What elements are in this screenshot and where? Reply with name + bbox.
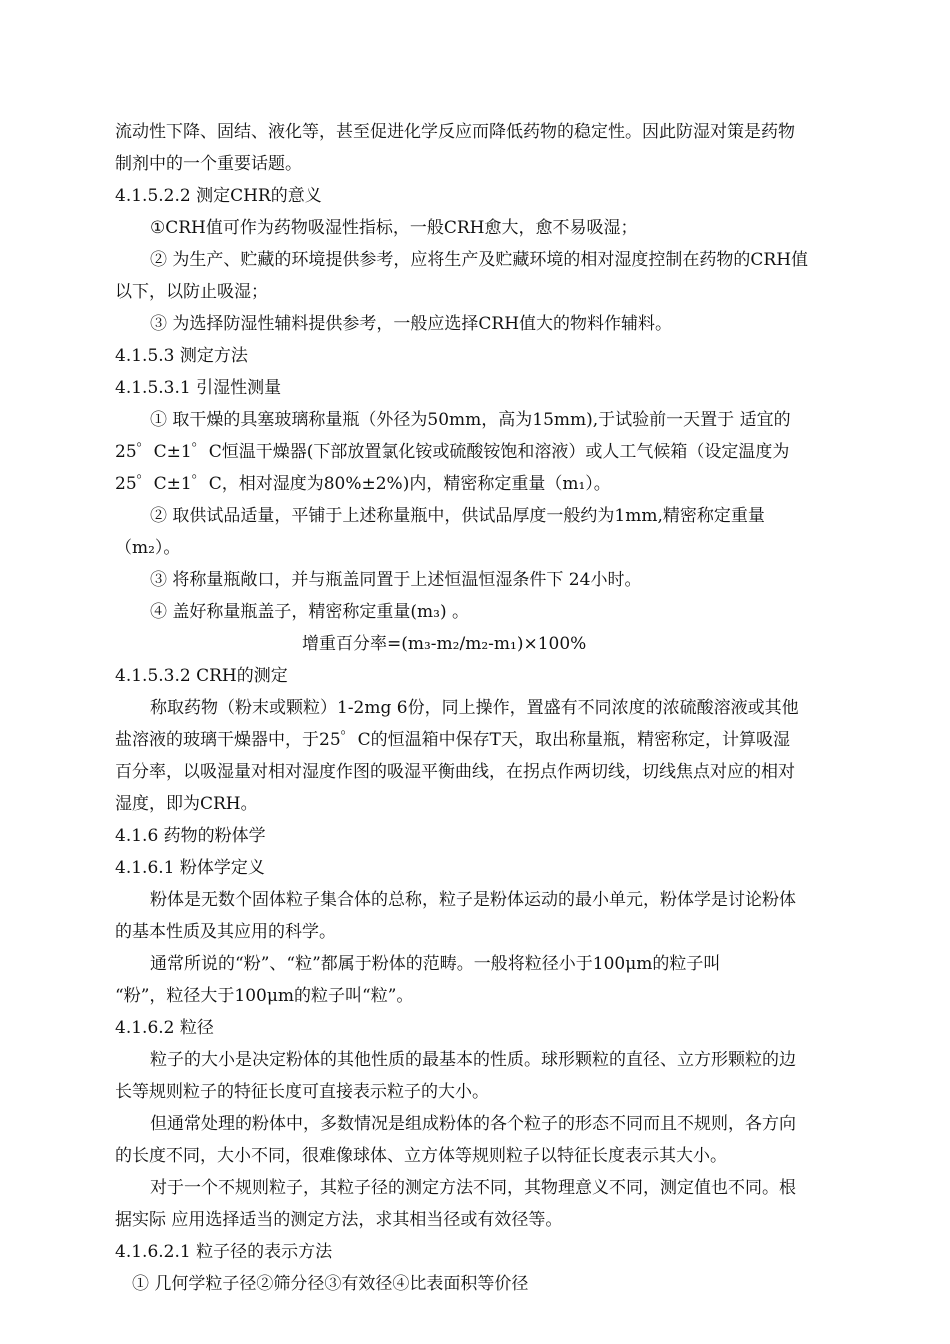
body-text-line: 称取药物（粉末或颗粒）1-2mg 6份，同上操作，置盛有不同浓度的浓硫酸溶液或其他 [150, 698, 799, 718]
section-heading: 4.1.5.2.2 测定CHR的意义 [115, 186, 322, 206]
body-text-line: 以下，以防止吸湿； [115, 282, 268, 302]
list-item: ④ 盖好称量瓶盖子，精密称定重量(m₃) 。 [150, 602, 470, 622]
body-text-line: 湿度，即为CRH。 [115, 794, 258, 814]
list-item: ①CRH值可作为药物吸湿性指标，一般CRH愈大，愈不易吸湿； [150, 218, 638, 238]
section-heading: 4.1.6.2.1 粒子径的表示方法 [115, 1242, 333, 1262]
body-text-line: 粒子的大小是决定粉体的其他性质的最基本的性质。球形颗粒的直径、立方形颗粒的边 [150, 1050, 796, 1070]
body-text-line: （m₂）。 [115, 538, 181, 558]
body-text-line: 盐溶液的玻璃干燥器中，于25゜C的恒温箱中保存T天，取出称量瓶，精密称定，计算吸湿 [115, 730, 790, 750]
body-text-line: 制剂中的一个重要话题。 [115, 154, 302, 174]
section-heading: 4.1.6 药物的粉体学 [115, 826, 266, 846]
list-item: ③ 将称量瓶敞口，并与瓶盖同置于上述恒温恒湿条件下 24小时。 [150, 570, 642, 590]
section-heading: 4.1.5.3.2 CRH的测定 [115, 666, 288, 686]
body-text-line: 通常所说的“粉”、“粒”都属于粉体的范畴。一般将粒径小于100μm的粒子叫 [150, 954, 721, 974]
body-text-line: 的长度不同，大小不同，很难像球体、立方体等规则粒子以特征长度表示其大小。 [115, 1146, 727, 1166]
list-item: ③ 为选择防湿性辅料提供参考，一般应选择CRH值大的物料作辅料。 [150, 314, 673, 334]
body-text-line: 25゜C±1゜C恒温干燥器(下部放置氯化铵或硫酸铵饱和溶液）或人工气候箱（设定温度为 [115, 442, 790, 462]
list-item: ② 取供试品适量，平铺于上述称量瓶中，供试品厚度一般约为1mm,精密称定重量 [150, 506, 765, 526]
body-text-line: 但通常处理的粉体中，多数情况是组成粉体的各个粒子的形态不同而且不规则，各方向 [150, 1114, 796, 1134]
body-text-line: 流动性下降、固结、液化等，甚至促进化学反应而降低药物的稳定性。因此防湿对策是药物 [115, 122, 795, 142]
list-item: ② 为生产、贮藏的环境提供参考，应将生产及贮藏环境的相对湿度控制在药物的CRH值 [150, 250, 809, 270]
list-item: ① 几何学粒子径②筛分径③有效径④比表面积等价径 [132, 1274, 529, 1294]
body-text-line: 25゜C±1゜C，相对湿度为80%±2%)内，精密称定重量（m₁）。 [115, 474, 611, 494]
body-text-line: 的基本性质及其应用的科学。 [115, 922, 336, 942]
body-text-line: 长等规则粒子的特征长度可直接表示粒子的大小。 [115, 1082, 489, 1102]
section-heading: 4.1.5.3.1 引湿性测量 [115, 378, 282, 398]
section-heading: 4.1.5.3 测定方法 [115, 346, 248, 366]
section-heading: 4.1.6.2 粒径 [115, 1018, 214, 1038]
formula: 增重百分率=(m₃-m₂/m₂-m₁)×100% [302, 634, 587, 654]
section-heading: 4.1.6.1 粉体学定义 [115, 858, 265, 878]
body-text-line: 据实际 应用选择适当的测定方法，求其相当径或有效径等。 [115, 1210, 563, 1230]
body-text-line: 粉体是无数个固体粒子集合体的总称，粒子是粉体运动的最小单元，粉体学是讨论粉体 [150, 890, 796, 910]
list-item: ① 取干燥的具塞玻璃称量瓶（外径为50mm，高为15mm),于试验前一天置于 适宜的 [150, 410, 791, 430]
body-text-line: 对于一个不规则粒子，其粒子径的测定方法不同，其物理意义不同，测定值也不同。根 [150, 1178, 796, 1198]
body-text-line: “粉”，粒径大于100μm的粒子叫“粒”。 [115, 986, 414, 1006]
body-text-line: 百分率，以吸湿量对相对湿度作图的吸湿平衡曲线，在拐点作两切线，切线焦点对应的相对 [115, 762, 795, 782]
